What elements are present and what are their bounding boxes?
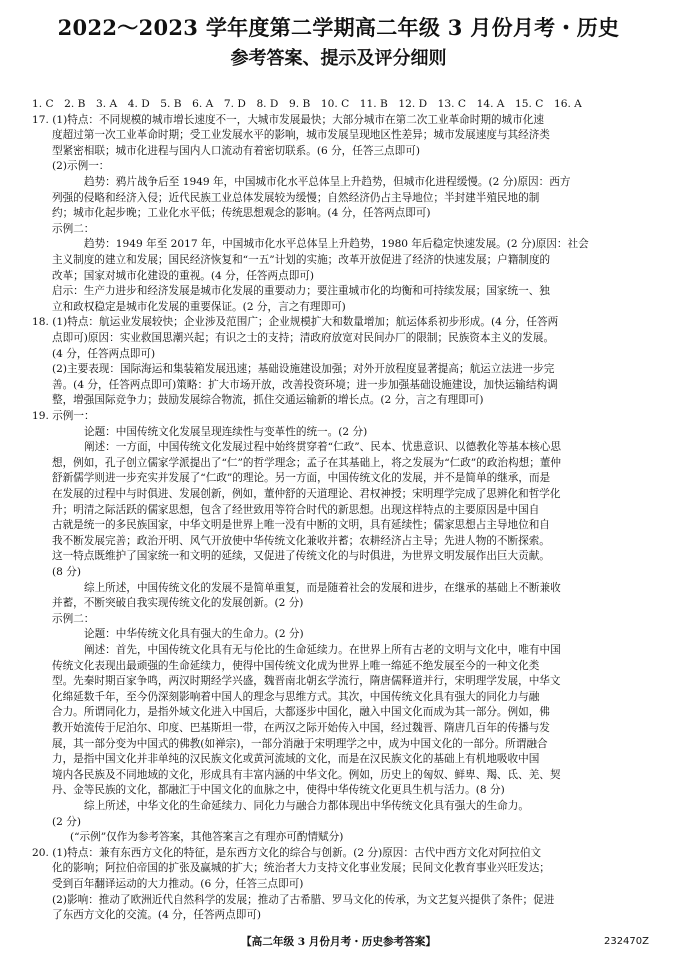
- text-line: 点即可)原因：实业救国思潮兴起；有识之士的支持；清政府放宽对民间办厂的限制；民族资本主义的发展。: [52, 332, 555, 344]
- text-line: 阐述：首先，中国传统文化具有无与伦比的生命延续力。在世界上所有古老的文明与文化中，唯有中国: [84, 644, 561, 656]
- text-line: 合力。所谓同化力，是指外域文化进入中国后，大都逐步中国化，融入中国文化而成为其一部分。例如，佛: [52, 706, 550, 719]
- text-line: 论题：中华传统文化具有强大的生命力。(2 分): [84, 628, 304, 641]
- text-line: 趋势：1949 年至 2017 年，中国城市化水平总体呈上升趋势，1980 年后稳定快速发展。(2 分)原因：社会: [84, 238, 589, 251]
- text-line: 17. (1)特点：不同规模的城市增长速度不一，大城市发展最快；大部分城市在第二次工业革命时期的城市化速: [32, 113, 544, 126]
- text-line: 改革；国家对城市化建设的重视。(4 分，任答两点即可): [52, 269, 315, 282]
- text-line: 受到百年翻译运动的大力推动。(6 分，任答三点即可): [52, 878, 304, 890]
- text-line: 1. C 2. B 3. A 4. D 5. B 6. A 7. D 8. D 9. B 10. C 11. B 12. D 13. C 14. A 15. C 16. A: [32, 98, 582, 110]
- text-line: 19. 示例一：: [32, 410, 95, 422]
- text-line: 想，例如，孔子创立儒家学派提出了“仁”的哲学理念；孟子在其基础上，将之发展为“仁政”的政治构想；董仲: [52, 456, 561, 469]
- text-line: 了东西方文化的交流。(4 分，任答两点即可): [52, 909, 262, 922]
- text-line: 舒新儒学则进一步充实并发展了“仁政”的理论。另一方面，中国传统文化的发展，并不是简单的继承，而是: [52, 472, 551, 485]
- text-line: 约；城市化起步晚；工业化水平低；传统思想观念的影响。(4 分，任答两点即可): [52, 207, 431, 220]
- text-line: 示例二：: [52, 612, 95, 625]
- text-line: 这一特点既维护了国家统一和文明的延续，又促进了传统文化的与时俱进，为世界文明发展作出巨大贡献。: [52, 550, 550, 563]
- footer-label: 【高二年级 3 月份月考・历史参考答案】: [241, 936, 436, 948]
- text-line: 示例二：: [52, 222, 95, 235]
- text-line: 善。(4 分，任答两点即可)策略：扩大市场开放，改善投资环境；进一步加强基础设施建设，加快运输结构调: [52, 378, 558, 391]
- text-line: 型紧密相联；城市化进程与国内人口流动有着密切联系。(6 分，任答三点即可): [52, 144, 420, 157]
- text-line: (2)主要表现：国际海运和集装箱发展迅速；基础设施建设加强；对外开放程度显著提高；航运立法进一步完: [52, 363, 555, 376]
- text-line: 列强的侵略和经济入侵；近代民族工业总体发展较为缓慢；自然经济仍占主导地位；半封建半殖民地的制: [52, 191, 540, 204]
- text-line: 在发展的过程中与时俱进、发展创新，例如，董仲舒的天道理论、君权神授；宋明理学完成了思辨化和哲学化: [52, 488, 561, 500]
- text-line: (4 分，任答两点即可): [52, 347, 156, 360]
- text-line: 立和政权稳定是城市化发展的重要保证。(2 分，言之有理即可): [52, 300, 346, 313]
- text-line: 化绵延数千年，至今仍深刻影响着中国人的理念与思维方式。其次，中国传统文化具有强大的同化力与融: [52, 690, 540, 703]
- text-line: 综上所述，中国传统文化的发展不是简单重复，而是随着社会的发展和进步，在继承的基础上不断兼收: [84, 581, 561, 594]
- text-line: 主义制度的建立和发展；国民经济恢复和“一五”计划的实施；改革开放促进了经济的快速发展；户籍制度的: [52, 254, 551, 266]
- text-line: 阐述：一方面，中国传统文化发展过程中始终贯穿着“仁政”、民本、忧患意识、以德教化等基本核心思: [84, 441, 561, 454]
- text-line: 丹、金等民族的文化，都融汇于中国文化的血脉之中，使得中华传统文化更具生机与活力。(8 分): [52, 784, 505, 797]
- text-line: 20. (1)特点：兼有东西方文化的特征，是东西方文化的综合与创新。(2 分)原因：古代中西方文化对阿拉伯文: [32, 846, 542, 859]
- text-line: (2)影响：推动了欧洲近代自然科学的发展；推动了古希腊、罗马文化的传承，为文艺复兴提供了条件；促进: [52, 893, 555, 906]
- text-line: 18. (1)特点：航运业发展较快；企业涉及范围广；企业规模扩大和数量增加；航运体系初步形成。(4 分，任答两: [32, 316, 559, 329]
- text-line: (“示例”仅作为参考答案，其他答案言之有理亦可酌情赋分): [70, 831, 344, 844]
- text-line: (2)示例一：: [52, 160, 110, 173]
- text-line: 展，其一部分变为中国式的佛教(如禅宗)，一部分消融于宋明理学之中，成为中国文化的一部分。所谓融合: [52, 737, 548, 750]
- text-line: 境内各民族及不同地域的文化，形成具有丰富内涵的中华文化。例如，历史上的匈奴、鲜卑、羯、氐、羌、契: [52, 768, 561, 781]
- text-line: 教开始流传于尼泊尔、印度、巴基斯坦一带，在两汉之际开始传入中国，经过魏晋、隋唐几百年的传播与发: [52, 722, 550, 734]
- page-subtitle: 参考答案、提示及评分细则: [230, 48, 447, 69]
- text-line: 古就是统一的多民族国家，中华文明是世界上唯一没有中断的文明，具有延续性；儒家思想占主导地位和自: [52, 519, 550, 532]
- page-title: 2022～2023 学年度第二学期高二年级 3 月份月考・历史: [57, 15, 620, 40]
- document-code: 232470Z: [603, 936, 649, 947]
- text-line: (2 分): [52, 815, 81, 828]
- text-line: 整，增强国际竞争力；鼓励发展综合物流，抓住交通运输新的增长点。(2 分，言之有理即可): [52, 394, 484, 407]
- text-line: 趋势：鸦片战争后至 1949 年，中国城市化水平总体呈上升趋势，但城市化进程缓慢。(2 分)原因：西方: [84, 176, 571, 188]
- text-line: 传统文化表现出最顽强的生命延续力，使得中国传统文化成为世界上唯一绵延不绝发展至今的一种文化类: [52, 659, 540, 672]
- text-line: 综上所述，中华文化的生命延续力、同化力与融合力都体现出中华传统文化具有强大的生命力。: [84, 800, 529, 812]
- text-line: 我不断发展完善；政治开明、风气开放使中华传统文化兼收并蓄；农耕经济占主导；先进人物的不断探索。: [52, 534, 550, 547]
- text-line: 化的影响；阿拉伯帝国的扩张及赢城的扩大；统治者大力支持文化事业发展；民间文化教育事业兴旺发达；: [52, 862, 550, 875]
- text-line: 力，是指中国文化并非单纯的汉民族文化或黄河流域的文化，而是在汉民族文化的基础上有机地吸收中国: [52, 753, 540, 766]
- text-line: 度超过第一次工业革命时期；受工业发展水平的影响，城市发展呈现地区性差异；城市发展速度与其经济类: [52, 129, 550, 142]
- text-line: 并蓄，不断突破自我实现传统文化的发展创新。(2 分): [52, 597, 304, 610]
- text-line: 型。先秦时期百家争鸣，两汉时期经学兴盛，魏晋南北朝玄学流行，隋唐儒释道并行，宋明理学发展，中华文: [52, 675, 561, 688]
- text-line: 论题：中国传统文化发展呈现连续性与变革性的统一。(2 分): [84, 425, 368, 438]
- text-line: 升；明清之际活跃的儒家思想，包含了经世致用等符合时代的新思想。出现这样特点的主要原因是中国自: [52, 503, 540, 516]
- text-line: 启示：生产力进步和经济发展是城市化发展的重要动力；要注重城市化的均衡和可持续发展；国家统一、独: [52, 285, 550, 298]
- text-line: (8 分): [52, 566, 81, 578]
